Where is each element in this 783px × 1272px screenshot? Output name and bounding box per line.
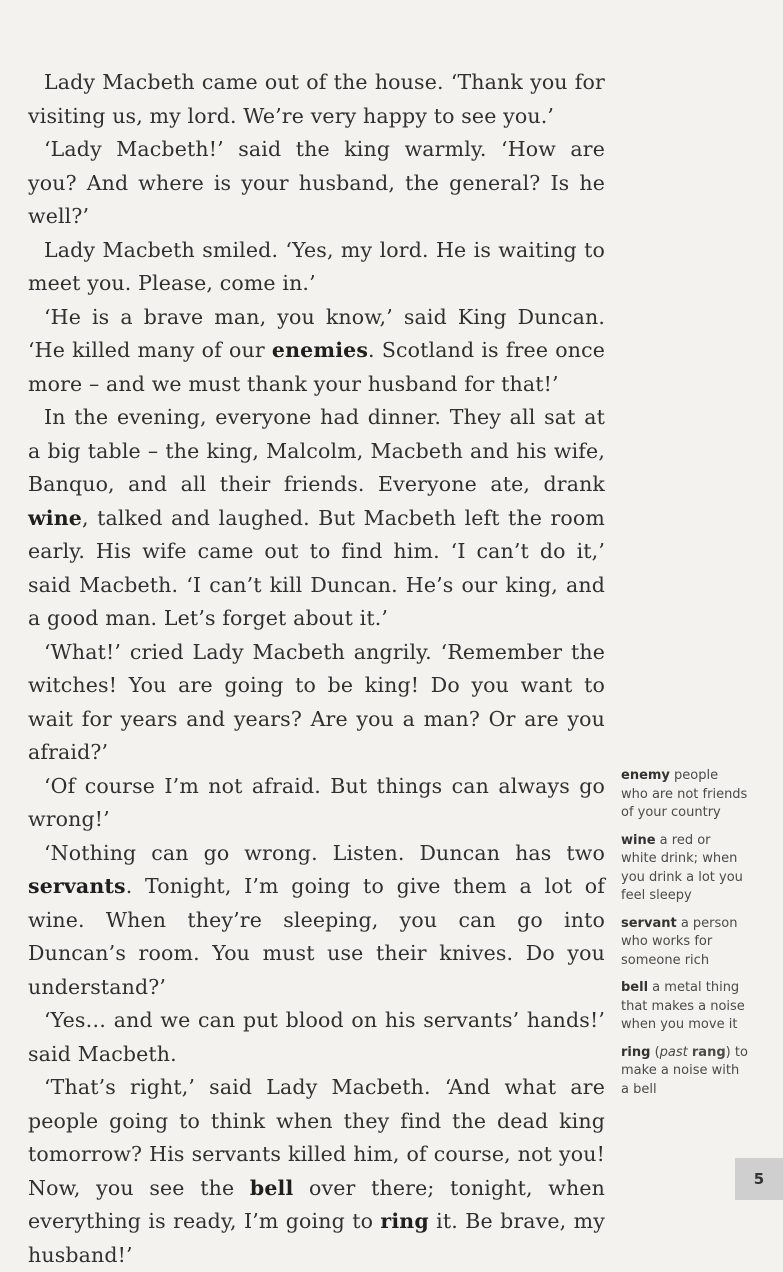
- text-segment: ‘Nothing can go wrong. Listen. Duncan has two: [44, 840, 605, 865]
- glossary-note-prefix: (: [650, 1044, 660, 1060]
- story-paragraph: [28, 770, 605, 837]
- text-segment: . Scotland is free once more – and we must thank your husband for that!’: [28, 338, 605, 396]
- story-paragraph: [28, 401, 605, 636]
- page-number: 5: [753, 1170, 765, 1188]
- glossary-sidebar: [621, 767, 749, 1108]
- text-segment: , talked and laughed. But Macbeth left the room early. His wife came out to find him. ‘I can’t do it,’ said Macbeth. ‘I can’t kill Duncan. He’s our king, and a good man. Let’s forget about it.’: [28, 505, 605, 630]
- glossary-entry: [621, 767, 749, 823]
- glossary-word: enemies: [271, 338, 369, 362]
- glossary-definition: to make a noise with a bell: [621, 1044, 748, 1097]
- glossary-note-label: past: [659, 1044, 688, 1060]
- text-segment: Lady Macbeth smiled. ‘Yes, my lord. He is waiting to meet you. Please, come in.’: [28, 237, 605, 295]
- page-number-box: [735, 1158, 783, 1200]
- story-paragraph: [28, 66, 605, 133]
- text-segment: In the evening, everyone had dinner. They all sat at a big table – the king, Malcolm, Macbeth and his wife, Banquo, and all their friends. Everyone ate, drank: [28, 405, 605, 496]
- glossary-entry: [621, 1044, 749, 1100]
- glossary-definition: a metal thing that makes a noise when you move it: [621, 980, 745, 1032]
- glossary-word: ring: [380, 1209, 429, 1233]
- glossary-word: wine: [28, 505, 82, 530]
- glossary-word: servants: [28, 874, 126, 898]
- text-segment: ‘Yes… and we can put blood on his servants’ hands!’ said Macbeth.: [28, 1008, 605, 1066]
- story-text: [28, 66, 605, 1272]
- story-paragraph: [28, 301, 605, 402]
- glossary-entry: [621, 915, 749, 971]
- text-segment: ‘Of course I’m not afraid. But things can always go wrong!’: [28, 773, 605, 831]
- text-segment: ‘That’s right,’ said Lady Macbeth. ‘And what are people going to think when they find the dead king tomorrow? His servants killed him, of course, not you! Now, you see the: [28, 1075, 605, 1200]
- glossary-term: bell: [621, 980, 649, 995]
- glossary-note-suffix: ): [725, 1044, 731, 1060]
- glossary-term: wine: [621, 832, 656, 848]
- story-paragraph: [28, 636, 605, 770]
- glossary-term: servant: [621, 915, 677, 931]
- story-paragraph: [28, 837, 605, 1005]
- story-paragraph: [28, 1004, 605, 1071]
- glossary-term: ring: [621, 1044, 651, 1060]
- text-segment: ‘What!’ cried Lady Macbeth angrily. ‘Remember the witches! You are going to be king! Do you want to wait for years and years? Are you a man? Or are you afraid?’: [28, 639, 605, 764]
- text-segment: ‘Lady Macbeth!’ said the king warmly. ‘How are you? And where is your husband, the general? Is he well?’: [28, 137, 605, 228]
- story-paragraph: [28, 133, 605, 234]
- glossary-definition: a red or white drink; when you drink a lot you feel sleepy: [621, 832, 743, 903]
- text-segment: ‘He is a brave man, you know,’ said King Duncan. ‘He killed many of our: [28, 304, 605, 362]
- text-segment: . Tonight, I’m going to give them a lot of wine. When they’re sleeping, you can go into Duncan’s room. You must use their knives. Do you understand?’: [28, 874, 605, 999]
- text-segment: Lady Macbeth came out of the house. ‘Thank you for visiting us, my lord. We’re very happy to see you.’: [28, 70, 605, 128]
- glossary-entry: [621, 979, 749, 1035]
- story-paragraph: [28, 1071, 605, 1272]
- glossary-term: enemy: [621, 768, 670, 783]
- glossary-definition: a person who works for someone rich: [621, 915, 738, 968]
- text-segment: over there; tonight, when everything is ready, I’m going to: [28, 1175, 605, 1233]
- story-paragraph: [28, 234, 605, 301]
- glossary-entry: [621, 832, 749, 906]
- text-segment: it. Be brave, my husband!’: [28, 1209, 605, 1267]
- glossary-word: bell: [249, 1175, 294, 1200]
- glossary-definition: people who are not friends of your country: [621, 768, 748, 820]
- glossary-note-form: rang: [691, 1044, 726, 1060]
